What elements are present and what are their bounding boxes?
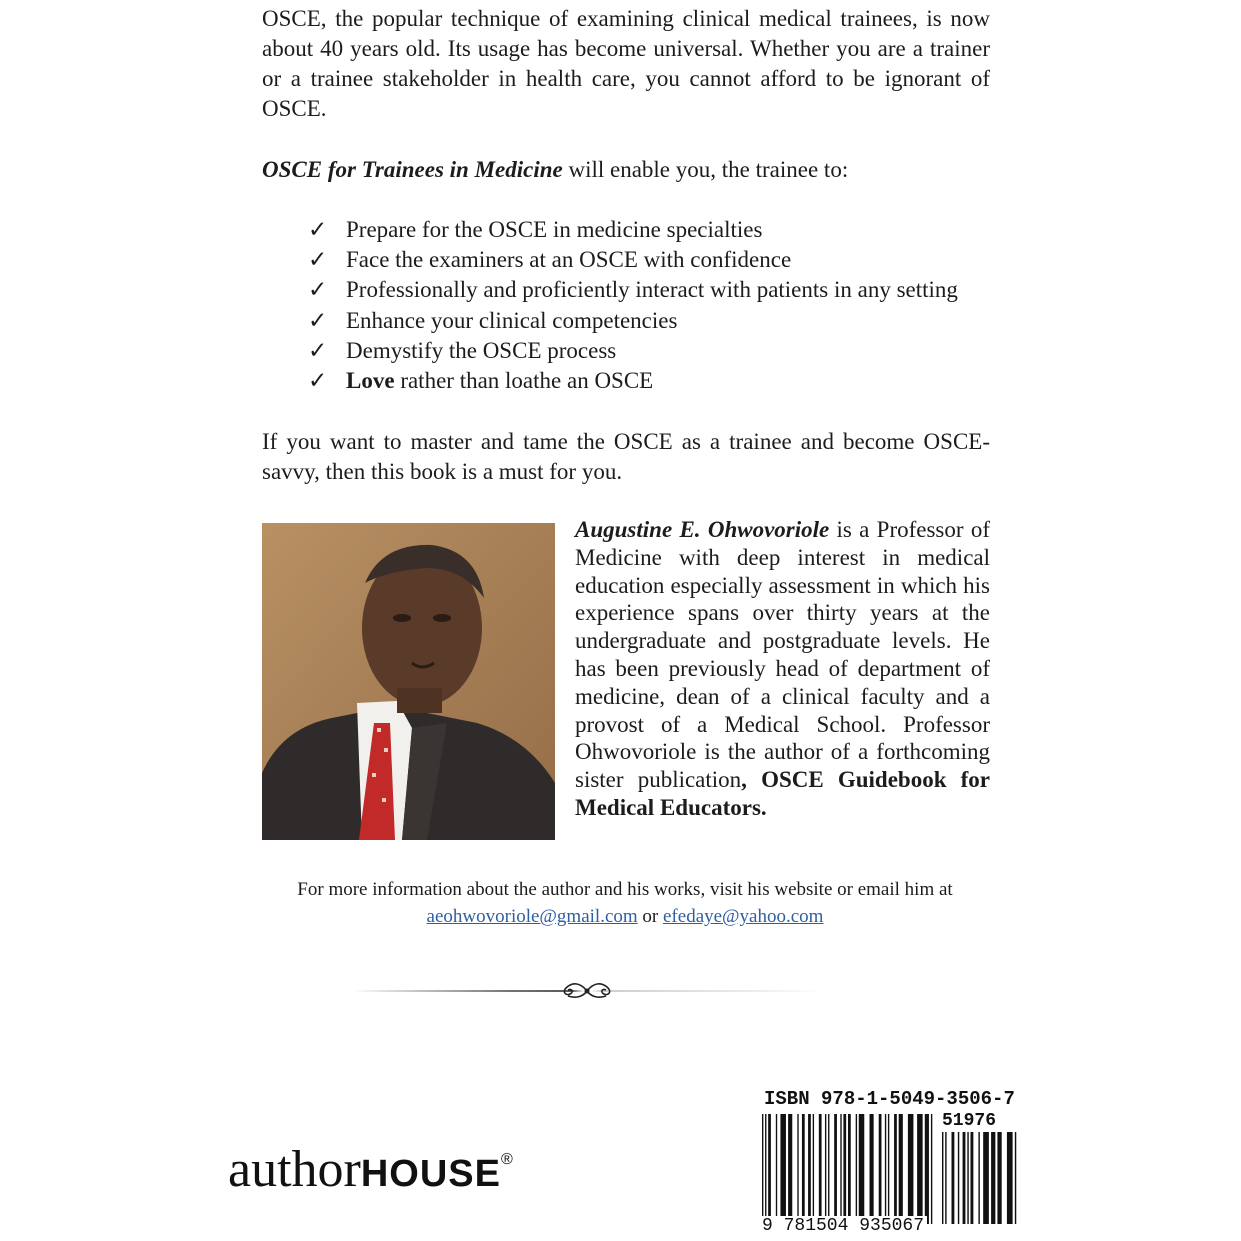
check-icon: ✓ [308, 368, 328, 394]
divider-ornament-icon [352, 978, 822, 1004]
barcode-bar [819, 1114, 822, 1224]
barcode-bar [1007, 1132, 1013, 1224]
barcode-bar [762, 1114, 763, 1224]
barcode-bar [978, 1132, 979, 1224]
barcode-bar [768, 1114, 771, 1224]
author-bio [575, 516, 990, 822]
barcode-bar [825, 1114, 826, 1224]
barcode-bar [983, 1132, 989, 1224]
barcode-bar [1015, 1132, 1016, 1224]
intro-paragraph: OSCE, the popular technique of examining clinical medical trainees, is now about 40 years old. Its usage has become universal. Whether you are a trainer or a trainee stakeholder in health care, you cannot afford to be ignorant of OSCE. [262, 6, 990, 121]
barcode-bar [856, 1114, 857, 1224]
more-info-text: For more information about the author and his works, visit his website or email him at [297, 879, 953, 900]
barcode-bar [776, 1114, 777, 1224]
author-photo [262, 523, 555, 840]
barcode-bar [931, 1114, 932, 1224]
barcode-bar [813, 1114, 814, 1224]
list-item [308, 336, 958, 366]
barcode-bar [997, 1132, 1001, 1224]
closing-paragraph: If you want to master and tame the OSCE as a trainee and become OSCE-savvy, then this book is a must for you. [262, 429, 990, 484]
email-link-1[interactable]: aeohwovoriole@gmail.com [426, 906, 638, 927]
check-icon: ✓ [308, 277, 328, 303]
more-info [230, 876, 1020, 930]
barcode-bar [859, 1114, 865, 1224]
barcode-bar [780, 1114, 786, 1224]
check-icon: ✓ [308, 247, 328, 273]
barcode-bar [971, 1132, 974, 1224]
barcode-bar [917, 1114, 923, 1224]
list-item [308, 215, 958, 245]
barcode-bar [888, 1114, 889, 1224]
list-item [308, 366, 958, 396]
barcode-bar [991, 1132, 995, 1224]
check-icon: ✓ [308, 217, 328, 242]
barcode-bar [958, 1132, 959, 1224]
barcode [756, 1088, 1026, 1238]
barcode-bar [942, 1132, 943, 1224]
addon-barcode-bars [942, 1132, 1018, 1224]
list-item-text: Professionally and proficiently interact with patients in any setting [346, 277, 958, 303]
list-item-text: Enhance your clinical competencies [346, 307, 678, 333]
isbn-number: ISBN 978-1-5049-3506-7 [764, 1088, 1015, 1110]
bio-text: is a Professor of Medicine with deep interest in medical education especially assessment in which his experience spans over thirty years at the undergraduate and postgraduate levels. He has been previously head of department of medicine, dean of a clinical faculty and a provost of a Medical School. Professor Ohwovoriole is the author of a forthcoming sister publication [575, 517, 990, 793]
enable-text: will enable you, the trainee to: [562, 157, 849, 182]
author-portrait-image [262, 523, 555, 840]
barcode-bar [967, 1132, 968, 1224]
barcode-bar [945, 1132, 946, 1224]
list-item-text: Face the examiners at an OSCE with confidence [346, 247, 792, 273]
enable-paragraph [262, 155, 990, 185]
list-item [308, 275, 958, 305]
barcode-bar [808, 1114, 811, 1224]
barcode-bar [788, 1114, 792, 1224]
barcode-bar [894, 1114, 897, 1224]
barcode-bar [870, 1114, 874, 1224]
registered-mark: ® [500, 1151, 513, 1168]
barcode-bar [908, 1114, 914, 1224]
check-icon: ✓ [308, 307, 328, 333]
barcode-bar [840, 1114, 841, 1224]
barcode-bar [885, 1114, 886, 1224]
barcode-bar [963, 1132, 966, 1224]
barcode-bar [843, 1114, 846, 1224]
logo-author: author [228, 1141, 361, 1198]
ean-barcode-bars [762, 1114, 934, 1224]
email-link-2[interactable]: efedaye@yahoo.com [663, 906, 824, 927]
barcode-bar [828, 1114, 829, 1224]
barcode-bar [848, 1114, 851, 1224]
price-code: 51976 [942, 1111, 997, 1131]
author-name: Augustine E. Ohwovoriole [575, 517, 830, 542]
logo-house: HOUSE [360, 1153, 501, 1195]
list-item-text: rather than loathe an OSCE [394, 368, 654, 394]
barcode-bar [765, 1114, 766, 1224]
list-item [308, 306, 958, 336]
list-item-text: Prepare for the OSCE in medicine specialties [346, 217, 763, 242]
benefits-list [308, 215, 958, 396]
publisher-logo [228, 1130, 513, 1204]
love-emphasis: Love [346, 368, 395, 394]
list-item-text: Demystify the OSCE process [346, 337, 617, 363]
sister-publication: , OSCE Guidebook for Medical Educators. [575, 767, 990, 820]
barcode-bar [797, 1114, 798, 1224]
list-item [308, 245, 958, 275]
barcode-bar [802, 1114, 805, 1224]
or-text: or [637, 906, 663, 927]
barcode-bar [834, 1114, 837, 1224]
barcode-bar [879, 1114, 882, 1224]
book-title: OSCE for Trainees in Medicine [262, 157, 563, 182]
check-icon: ✓ [308, 337, 328, 363]
ean-digits: 9 781504 935067 [762, 1216, 927, 1236]
barcode-bar [899, 1114, 903, 1224]
barcode-bar [952, 1132, 955, 1224]
barcode-bar [925, 1114, 929, 1224]
